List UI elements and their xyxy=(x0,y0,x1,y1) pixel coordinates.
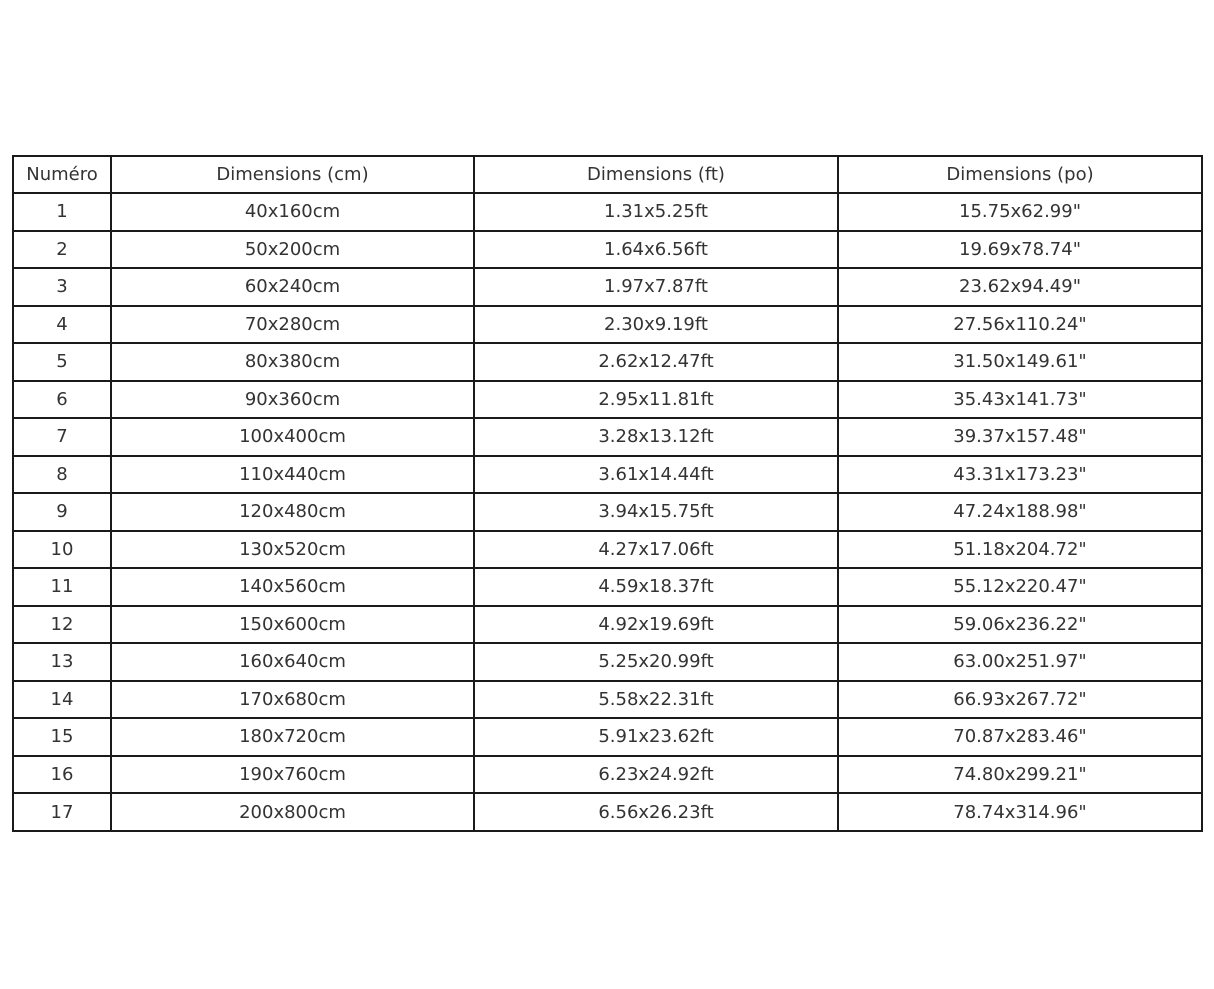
cell-po: 47.24x188.98" xyxy=(838,493,1202,531)
cell-po: 43.31x173.23" xyxy=(838,456,1202,494)
column-header-ft: Dimensions (ft) xyxy=(474,156,838,193)
table-row xyxy=(13,531,1202,569)
cell-po: 66.93x267.72" xyxy=(838,681,1202,719)
column-header-po: Dimensions (po) xyxy=(838,156,1202,193)
table-row xyxy=(13,718,1202,756)
table-row xyxy=(13,756,1202,794)
table-header-row xyxy=(13,156,1202,193)
cell-ft: 5.25x20.99ft xyxy=(474,643,838,681)
cell-ft: 1.64x6.56ft xyxy=(474,231,838,269)
cell-numero: 4 xyxy=(13,306,111,344)
table-row xyxy=(13,306,1202,344)
cell-po: 55.12x220.47" xyxy=(838,568,1202,606)
cell-cm: 170x680cm xyxy=(111,681,474,719)
cell-numero: 16 xyxy=(13,756,111,794)
cell-numero: 13 xyxy=(13,643,111,681)
table-row xyxy=(13,456,1202,494)
table-body xyxy=(13,193,1202,831)
table-row xyxy=(13,568,1202,606)
cell-cm: 110x440cm xyxy=(111,456,474,494)
cell-ft: 3.28x13.12ft xyxy=(474,418,838,456)
cell-po: 51.18x204.72" xyxy=(838,531,1202,569)
table-row xyxy=(13,606,1202,644)
column-header-numero: Numéro xyxy=(13,156,111,193)
cell-po: 15.75x62.99" xyxy=(838,193,1202,231)
cell-ft: 5.91x23.62ft xyxy=(474,718,838,756)
table-row xyxy=(13,793,1202,831)
cell-numero: 2 xyxy=(13,231,111,269)
cell-po: 74.80x299.21" xyxy=(838,756,1202,794)
cell-po: 27.56x110.24" xyxy=(838,306,1202,344)
cell-cm: 150x600cm xyxy=(111,606,474,644)
cell-numero: 11 xyxy=(13,568,111,606)
table-row xyxy=(13,268,1202,306)
table-row xyxy=(13,343,1202,381)
cell-cm: 50x200cm xyxy=(111,231,474,269)
cell-ft: 1.31x5.25ft xyxy=(474,193,838,231)
cell-numero: 14 xyxy=(13,681,111,719)
cell-po: 63.00x251.97" xyxy=(838,643,1202,681)
cell-numero: 1 xyxy=(13,193,111,231)
cell-numero: 15 xyxy=(13,718,111,756)
cell-cm: 200x800cm xyxy=(111,793,474,831)
table-row xyxy=(13,193,1202,231)
table-row xyxy=(13,681,1202,719)
table-row xyxy=(13,493,1202,531)
cell-po: 59.06x236.22" xyxy=(838,606,1202,644)
cell-numero: 7 xyxy=(13,418,111,456)
cell-ft: 4.59x18.37ft xyxy=(474,568,838,606)
cell-ft: 4.92x19.69ft xyxy=(474,606,838,644)
cell-numero: 5 xyxy=(13,343,111,381)
cell-ft: 1.97x7.87ft xyxy=(474,268,838,306)
cell-ft: 3.61x14.44ft xyxy=(474,456,838,494)
table-row xyxy=(13,643,1202,681)
cell-po: 70.87x283.46" xyxy=(838,718,1202,756)
cell-cm: 120x480cm xyxy=(111,493,474,531)
cell-po: 78.74x314.96" xyxy=(838,793,1202,831)
cell-ft: 2.95x11.81ft xyxy=(474,381,838,419)
cell-numero: 17 xyxy=(13,793,111,831)
cell-cm: 90x360cm xyxy=(111,381,474,419)
cell-cm: 70x280cm xyxy=(111,306,474,344)
cell-ft: 2.30x9.19ft xyxy=(474,306,838,344)
cell-cm: 190x760cm xyxy=(111,756,474,794)
cell-cm: 130x520cm xyxy=(111,531,474,569)
column-header-cm: Dimensions (cm) xyxy=(111,156,474,193)
cell-po: 39.37x157.48" xyxy=(838,418,1202,456)
table-row xyxy=(13,381,1202,419)
dimensions-table xyxy=(12,155,1203,832)
cell-numero: 6 xyxy=(13,381,111,419)
cell-cm: 80x380cm xyxy=(111,343,474,381)
cell-cm: 160x640cm xyxy=(111,643,474,681)
cell-po: 23.62x94.49" xyxy=(838,268,1202,306)
cell-numero: 3 xyxy=(13,268,111,306)
cell-po: 19.69x78.74" xyxy=(838,231,1202,269)
cell-ft: 3.94x15.75ft xyxy=(474,493,838,531)
cell-cm: 40x160cm xyxy=(111,193,474,231)
cell-cm: 60x240cm xyxy=(111,268,474,306)
cell-cm: 100x400cm xyxy=(111,418,474,456)
cell-numero: 8 xyxy=(13,456,111,494)
table-row xyxy=(13,418,1202,456)
cell-ft: 2.62x12.47ft xyxy=(474,343,838,381)
cell-numero: 9 xyxy=(13,493,111,531)
cell-cm: 140x560cm xyxy=(111,568,474,606)
cell-ft: 4.27x17.06ft xyxy=(474,531,838,569)
cell-ft: 6.23x24.92ft xyxy=(474,756,838,794)
cell-cm: 180x720cm xyxy=(111,718,474,756)
cell-po: 35.43x141.73" xyxy=(838,381,1202,419)
cell-po: 31.50x149.61" xyxy=(838,343,1202,381)
cell-numero: 10 xyxy=(13,531,111,569)
table-row xyxy=(13,231,1202,269)
cell-ft: 5.58x22.31ft xyxy=(474,681,838,719)
cell-numero: 12 xyxy=(13,606,111,644)
cell-ft: 6.56x26.23ft xyxy=(474,793,838,831)
